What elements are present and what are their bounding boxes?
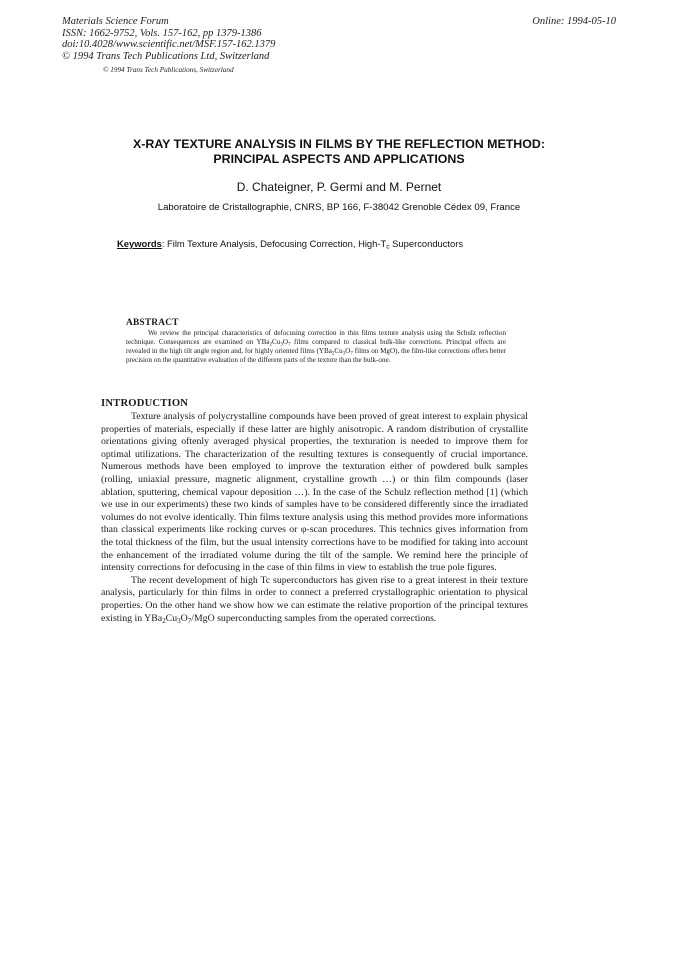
intro-paragraph-1: Texture analysis of polycrystalline compounds have been proved of great interest to explain physical properties of materials, especially if these latter are highly anisotropic. A random distribution of crystallite orientations giving oftenly averaged physical properties, the texturation is needed to improve them for optimal utilizations. The characterization of the resulting textures is consequently of crucial importance. Numerous methods have been employed to improve the texturation either of powdered bulk samples (rolling, uniaxial pressure, magnetic alignment, crystalline growth …) or thin film compounds (laser ablation, sputtering, chemical vapour deposition …). In the case of the Schulz reflection method [1] (which we use in our experiments) these two kinds of samples have to be considered differently since the irradiated volumes do not evolve identically. Thin films texture analysis using this method provides more informations than classical experiments like rocking curves or φ-scan procedures. This technics gives information from the total thickness of the film, but the usual intensity corrections have to be modified for taking into account the enhancement of the irradiated volume during the tilt of the sample. We remind here the principle of intensity corrections for defocusing in the case of thin films in view to establish the true pole figures. xyxy=(101,411,528,574)
abs-text: O xyxy=(345,347,351,355)
abs-text: films on MgO), the film-like corrections offers better precision on the quantitative evaluation of the different parts of the texture than the bulk-one. xyxy=(126,347,506,364)
abs-text: Cu xyxy=(334,347,343,355)
keywords-tail: Superconductors xyxy=(389,238,464,249)
authors: D. Chateigner, P. Germi and M. Pernet xyxy=(236,180,442,194)
journal-header xyxy=(62,16,422,62)
introduction-section xyxy=(101,398,528,625)
title-line-2: PRINCIPAL ASPECTS AND APPLICATIONS xyxy=(213,152,465,166)
title-line-1: X-RAY TEXTURE ANALYSIS IN FILMS BY THE REFLECTION METHOD: xyxy=(133,137,545,151)
keywords-label: Keywords xyxy=(117,238,162,249)
p2-text: Cu xyxy=(165,612,178,624)
abs-sub: 2 xyxy=(331,350,335,357)
issn-line: ISSN: 1662-9752, Vols. 157-162, pp 1379-1386 xyxy=(62,27,262,39)
copyright-line: © 1994 Trans Tech Publications Ltd, Switzerland xyxy=(62,50,270,62)
doi-line[interactable]: doi:10.4028/www.scientific.net/MSF.157-162.1379 xyxy=(62,39,276,50)
abs-sub: 7 xyxy=(350,350,353,357)
abs-text: Cu xyxy=(272,338,281,346)
abstract-heading: ABSTRACT xyxy=(126,318,179,328)
intro-paragraph-2 xyxy=(101,575,528,625)
keywords xyxy=(117,238,567,249)
online-date: Online: 1994-05-10 xyxy=(532,16,616,27)
p2-text: The recent development of high Tc superconductors has given rise to a great interest in their texture analysis, particularly for thin films in order to connect a preferred crystallographic orientation to physical properties. On the other hand we show how we can estimate the relative proportion of the principal textures existing in YBa xyxy=(101,574,528,624)
paper-title xyxy=(60,137,618,167)
journal-name: Materials Science Forum xyxy=(62,16,169,27)
abs-text: films compared to classical bulk-like corrections. Principal effects are revealed in the high tilt angle region and, for highly oriented films (YBa xyxy=(126,338,506,355)
abs-sub: 3 xyxy=(342,350,346,357)
abstract-body xyxy=(126,329,506,365)
p2-sub: 3 xyxy=(177,616,181,625)
keywords-sub: c xyxy=(386,243,390,251)
p2-sub: 7 xyxy=(187,616,192,625)
abs-sub: 7 xyxy=(287,341,291,348)
p2-sub: 2 xyxy=(162,616,166,625)
introduction-heading: INTRODUCTION xyxy=(101,398,189,409)
p2-text: O xyxy=(180,612,188,624)
abs-text: We review the principal characteristics of defocusing correction in thin films texture analysis using the Schulz reflection technique. Consequences are examined on YBa xyxy=(126,329,506,346)
copyright-small: © 1994 Trans Tech Publications, Switzerland xyxy=(103,66,234,74)
abs-text: O xyxy=(282,338,288,346)
abstract-section xyxy=(126,318,506,365)
affiliation: Laboratoire de Cristallographie, CNRS, BP 166, F-38042 Grenoble Cédex 09, France xyxy=(157,202,521,213)
abs-sub: 2 xyxy=(269,341,273,348)
abs-sub: 3 xyxy=(280,341,283,348)
p2-text: /MgO superconducting samples from the operated corrections. xyxy=(191,612,437,624)
keywords-text: : Film Texture Analysis, Defocusing Correction, High-T xyxy=(161,238,387,249)
